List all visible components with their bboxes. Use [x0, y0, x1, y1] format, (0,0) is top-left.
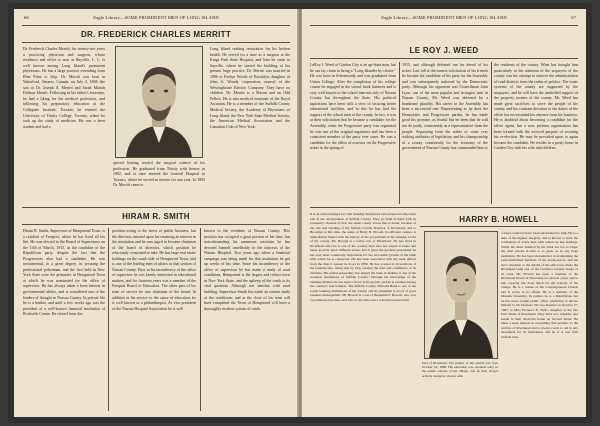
right-page [302, 9, 586, 417]
weed-column-2: 1915, and although defeated ran far ahead of his ticket. Last fall at the earnest solicitation of his friends he became the candidate of his party for the Assembly and was subsequently indorsed by the Democratic party. Although his opponent was Councilman John Lyon, one of the most popular and strongest men in Nassau County, Mr. Weed was defeated by a handsome plurality. His career in the Assembly has been a successful one. Representing as he does the Democratic and Progressive parties, he has made good his promise, as fearful has he been that he will not do justly, consistently as a representative from the people. Separating from the rather of some very striking attributes of legislation, and his championship of a county consistently for the economy of the government of Nassau County has commanded him to [402, 62, 488, 151]
smith-column-1: Hiram R. Smith, Supervisor of Hempstead Town, is a resident of Freeport, where he has lived all his life. He was elected to the Board of Supervisors on the 15th of March, 1915, as the candidate of the Republican party, despite the fact that the Progressives also had a candidate. He was instrumental, to a great degree, in securing the professional policeman, and the first held in New York State were the primaries in Hempstead Town at which he was nominated for the office of supervisor. He has always taken a keen interest in governmental affairs, and is considered one of the leaders of thought in Nassau County. In private life he is a banker, and until a few weeks ago was the president of a well-known financial institution of Rockville Centre. He retired from this [23, 228, 105, 317]
section-divider [310, 207, 578, 208]
column-rule [200, 228, 201, 411]
running-head: Eagle Library—SOME PROMINENT MEN OF LONG ISLAND [381, 15, 507, 20]
page-number: 66 [24, 15, 29, 20]
weed-title: LE ROY J. WEED [409, 46, 479, 55]
howell-caption: feed of Riverhead. The subject of this sketch was born October 19, 1868. His education was obtained early in the public schools of his village, and he then always actively energetic, always with [422, 361, 498, 378]
howell-column-2: a fraud could not have been surrendered to him. He is a man of the highest integrity, and is known to have the confidence of every man with whom he has dealings. While the sums handled by his bank are not so large, the trust placed in him is as great as in any large institution. He has been instrumental in maintaining the well-established methods of his predecessors, and his strict attention to the details of his office has made the Riverhead bank one of the foremost country banks of its class. Mr. Howell has been a member of the Riverhead Board of Education for several years, and in that capacity has done much for the schools of the village. He is a trustee of the Congregational Church and is active in its affairs. He is a member of the Masonic fraternity. In politics he is a Republican, but he has never sought public office, preferring to devote himself to his business. He was married on October 27, 1897, to Miss Florence B. Wells, daughter of the late Ezra Wells of Riverhead. They have two children, and reside in their attractive home on Second Street. He takes a keen interest in everything that pertains to the welfare of Riverhead and is always ready to aid in any movement for its betterment, and he is at one with Suffolk men. [501, 231, 578, 339]
merritt-column-3: Long Island seeking restoration for his broken health. He served for a time as a surgeon at the Kings Park State Hospital, and later he came to Sayville, where he started the building of his present large practice. Dr. Merritt was married in 1906 to Evelyn Woods of Brooklyn, daughter of John A. Woods, corporation counsel of the Westinghouse Electric Company. They have no children. Dr. Merritt is a Mason and an Odd Fellow. He is also medical examiner of the Royal Arcanum. He is a member of the Suffolk County Medical Society, the Academy of Physicians of Long Island, the New York State Medical Society, the American Medical Association and the Canadian Club of New York. [210, 46, 290, 129]
right-page-header [312, 15, 576, 25]
howell-portrait [424, 231, 498, 359]
left-page-header [24, 15, 288, 25]
page-number: 67 [571, 15, 576, 20]
merritt-title: DR. FREDERICK CHARLES MERRITT [80, 30, 232, 39]
smith-title: HIRAM R. SMITH [122, 212, 190, 221]
header-rule [22, 25, 290, 26]
left-page [14, 9, 298, 417]
title-rule [420, 226, 578, 227]
smith-column-2: position owing to the stress of public business, but the directors insisted upon his retaining an interest in the institution and he was urged to become chairman of the board of directors, which position he reluctantly consented to take. He has large real estate holdings on the south side of Hempstead Town, and is one of the leading men of affairs in that section of Nassau County. Prior to his incumbency of the office of supervisor he was keenly interested in educational matters, and for fourteen years was a member of the Freeport Board of Education. The other part of his term of service he was chairman of the board. In addition to his service to the cause of education, he is well known as a philanthropist. As vice president of the Nassau Hospital Association he is well [112, 228, 196, 311]
howell-column-1: It is an acknowledged fact that banking institutions have played an important part in the development of Suffolk County. They go hand in hand with its prosperity. Outside of that, the small county towns that is noted, because of the size and standing of the Suffolk County National of Riverhead, and to Brooklyn at this time, the name of Harry B. Howell, its efficient cashier, is immediately linked with the history of the government in the banking world of the county. Mr. Howell is a native son of Riverhead. He has lived in Riverhead since he is one of the country men who has stayed at home and made good in small different wares, and it gives the greatest personality he has ever been voluntarily responsible for the successful growth of the bank with which he is connected. He has been associated with the bank almost from the time it opened its doors in 1896. He has worked at all positions of the banking line, rising step by step, earning the trust and confidence of its clientele. His genial personality has helped the bank in making it one of the soundest institutions of Suffolk County. Through his knowledge of the banking business he has been a factor in its growth, and he is counted among the country's best bankers. The Suffolk County National Bank is one of the sound banking institutions of the county, and its statement is proof of good business management. Mr. Howell is a son of Benjamin F. Howell, who was a prominent man here, and who at one time was a well-known merchant [310, 212, 416, 302]
column-rule [108, 228, 109, 411]
weed-column-1: LeRoy J. Weed of Garden City is an up-State man, but he can lay claim to being a "Long Islander by choice." He was born in Schenectady and was graduated from Union College. After the completion of his college course he engaged in the school book business and is very well known to the school men not only of Nassau County but throughout the State. His political aspirations have been with a view of securing better educational facilities, and in this he has had the support of the school men of the county. In fact, it was at their solicitation that he became a candidate for the Assembly, when the Progressive party was organized he was one of the original organizers and has been a consistent member of the party ever since. He was a candidate for the office of assessor on the Progressive ticket in the spring of [310, 62, 396, 151]
header-rule [310, 25, 578, 26]
merritt-portrait [115, 46, 203, 158]
merritt-column-1: Dr. Frederick Charles Merritt, for twenty-two years a practicing physician and surgeon, whose residence and office is now at Bayville, L. I., is well known among Long Island's prominent physicians. He has a large practice extending from Blue Point to Islip. Dr. Merritt was born in Waterford, Ontario, Canada, on July 4, 1868, the son of Dr. Joseph A. Merritt and Sarah Mariah Dobson Merritt. Following in his father's footsteps, he had a liking for the medical profession, and following his preparatory education at the Collegiate Institute, Toronto, he entered the University of Trinity College, Toronto, where he took up the study of medicine. He was a keen student and had a [23, 46, 105, 129]
title-rule [310, 58, 578, 59]
book-spread [8, 3, 592, 423]
merritt-column-2: special leaning toward the surgical science of his profession. He graduated from Trinity with honors in 1892, and at once entered the General Hospital in Toronto, where he served as interne for one year. In 1893 Dr. Merritt came to [113, 160, 205, 188]
howell-title: HARRY B. HOWELL [459, 215, 539, 224]
smith-column-3: known to the residents of Nassau County. This position has occupied a great portion of his time, but notwithstanding his numerous activities he has devoted himself unselfishly to the interests of the Nassau Hospital. Two years ago when a financial campaign was being made for that institution he got up weeks of his time. Since his incumbency of the office of supervisor he has made a study of road conditions. Hempstead is the largest and richest town in New York State, and the upkeep of the roads is its vital question. Although not familiar with road building, Supervisor Smith has made an earnest study of the conditions, and at the close of his term will have completed the Town of Hempstead will have a thoroughly modern system of roads. [204, 228, 290, 311]
weed-column-3: the residents of the county. What has brought him particularly to the attention of the taxpayers of the county was his attempt to remove the administration of road districts from the realm of politics. The water systems of the county are supported by the taxpayers, and he will have the undivided support of the property owners of the county. Mr. Weed has made great sacrifices to serve the people of the county, and his constant devotion to the duties of the office has necessitated his absence from his business. He is doubtful about becoming a candidate for the office again, but a new petition organization has been formed with the avowed purpose of securing his re-election. He may be prevailed upon to again become the candidate. He resides in a pretty home in Garden City with his wife and children. [494, 62, 578, 151]
running-head: Eagle Library—SOME PROMINENT MEN OF LONG ISLAND [93, 15, 219, 20]
column-rule [399, 62, 400, 204]
title-rule [22, 42, 290, 43]
section-divider [22, 207, 290, 208]
title-rule [22, 224, 290, 225]
column-rule [491, 62, 492, 204]
